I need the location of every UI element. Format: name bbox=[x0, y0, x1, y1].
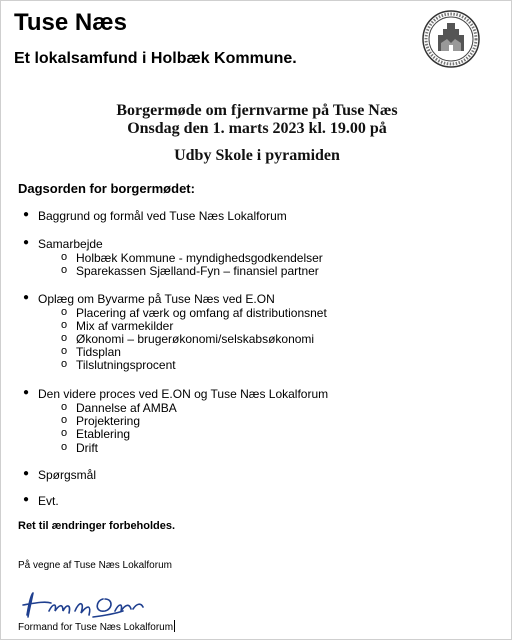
circle-bullet-icon: o bbox=[61, 332, 68, 344]
agenda-subitem bbox=[61, 306, 327, 320]
bullet-icon: ● bbox=[23, 237, 30, 248]
agenda-subitem bbox=[61, 264, 319, 278]
agenda-subitem-label: Tidsplan bbox=[76, 345, 121, 359]
circle-bullet-icon: o bbox=[61, 306, 68, 318]
agenda-subitem-label: Tilslutningsprocent bbox=[76, 358, 176, 372]
agenda-heading: Dagsorden for borgermødet: bbox=[18, 181, 195, 196]
agenda-subitem-label: Økonomi – brugerøkonomi/selskabsøkonomi bbox=[76, 332, 315, 346]
agenda-subitem bbox=[61, 401, 177, 415]
agenda-subitem-label: Placering af værk og omfang af distributionsnet bbox=[76, 306, 327, 320]
circle-bullet-icon: o bbox=[61, 358, 68, 370]
agenda-item bbox=[23, 387, 329, 401]
signer-title bbox=[18, 620, 175, 633]
agenda-item-label: Spørgsmål bbox=[38, 468, 97, 482]
agenda-item bbox=[23, 209, 287, 223]
changes-note: Ret til ændringer forbeholdes. bbox=[18, 520, 176, 532]
handwritten-signature bbox=[19, 589, 149, 621]
org-name: Tuse Næs bbox=[14, 9, 127, 36]
agenda-subitem-label: Drift bbox=[76, 441, 98, 455]
circle-bullet-icon: o bbox=[61, 319, 68, 331]
agenda-subitem bbox=[61, 251, 323, 265]
agenda-item-label: Samarbejde bbox=[38, 237, 103, 251]
circle-bullet-icon: o bbox=[61, 441, 68, 453]
bullet-icon: ● bbox=[23, 468, 30, 479]
agenda-subitem bbox=[61, 345, 121, 359]
text-cursor bbox=[174, 620, 175, 632]
town-seal-icon bbox=[421, 9, 481, 69]
agenda-item bbox=[23, 292, 275, 306]
agenda-item bbox=[23, 494, 59, 508]
bullet-icon: ● bbox=[23, 292, 30, 303]
circle-bullet-icon: o bbox=[61, 401, 68, 413]
meeting-location: Udby Skole i pyramiden bbox=[174, 147, 340, 164]
agenda-subitem bbox=[61, 358, 176, 372]
tagline: Et lokalsamfund i Holbæk Kommune. bbox=[14, 50, 297, 67]
on-behalf-line: På vegne af Tuse Næs Lokalforum bbox=[18, 560, 172, 571]
agenda-item bbox=[23, 237, 103, 251]
agenda-subitem-label: Projektering bbox=[76, 414, 141, 428]
agenda-item-label: Oplæg om Byvarme på Tuse Næs ved E.ON bbox=[38, 292, 275, 306]
bullet-icon: ● bbox=[23, 387, 30, 398]
agenda-item-label: Evt. bbox=[38, 494, 59, 508]
agenda-subitem-label: Dannelse af AMBA bbox=[76, 401, 177, 415]
meeting-datetime: Onsdag den 1. marts 2023 kl. 19.00 på bbox=[127, 120, 387, 137]
meeting-title: Borgermøde om fjernvarme på Tuse Næs bbox=[116, 102, 398, 119]
agenda-subitem-label: Etablering bbox=[76, 427, 131, 441]
agenda-subitem-label: Holbæk Kommune - myndighedsgodkendelser bbox=[76, 251, 323, 265]
circle-bullet-icon: o bbox=[61, 427, 68, 439]
agenda-item-label: Den videre proces ved E.ON og Tuse Næs Lokalforum bbox=[38, 387, 329, 401]
circle-bullet-icon: o bbox=[61, 414, 68, 426]
agenda-item bbox=[23, 468, 97, 482]
agenda-subitem bbox=[61, 319, 174, 333]
agenda-subitem bbox=[61, 427, 131, 441]
bullet-icon: ● bbox=[23, 209, 30, 220]
agenda-subitem bbox=[61, 332, 315, 346]
agenda-subitem-label: Sparekassen Sjælland-Fyn – finansiel partner bbox=[76, 264, 319, 278]
agenda-subitem bbox=[61, 414, 141, 428]
agenda-item-label: Baggrund og formål ved Tuse Næs Lokalforum bbox=[38, 209, 287, 223]
circle-bullet-icon: o bbox=[61, 251, 68, 263]
circle-bullet-icon: o bbox=[61, 264, 68, 276]
signer-title-text: Formand for Tuse Næs Lokalforum bbox=[18, 622, 174, 633]
agenda-subitem-label: Mix af varmekilder bbox=[76, 319, 174, 333]
bullet-icon: ● bbox=[23, 494, 30, 505]
circle-bullet-icon: o bbox=[61, 345, 68, 357]
agenda-subitem bbox=[61, 441, 98, 455]
